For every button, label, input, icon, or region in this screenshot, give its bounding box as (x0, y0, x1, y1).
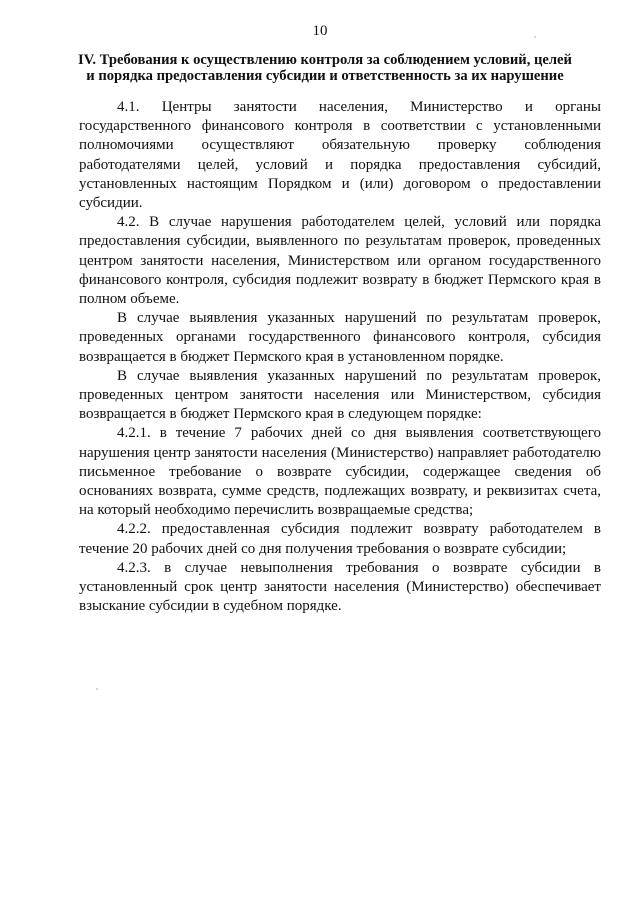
paragraph-center-ministry-return: В случае выявления указанных нарушений по результатам проверок, проведенных центром занятости населения или Министерством, субсидия возвращается в бюджет Пермского края в следующем порядке: (79, 367, 601, 423)
section-heading: IV. Требования к осуществлению контроля за соблюдением условий, целей и порядка предоставления субсидии и ответственность за их нарушение (78, 52, 572, 84)
paragraph-4-2-3: 4.2.3. в случае невыполнения требования о возврате субсидии в установленный срок центр занятости населения (Министерство) обеспечивает взыскание субсидии в судебном порядке. (79, 559, 601, 615)
paragraph-4-2-2: 4.2.2. предоставленная субсидия подлежит возврату работодателем в течение 20 рабочих дней со дня получения требования о возврате субсидии; (79, 521, 601, 557)
scan-speck (534, 36, 536, 38)
paragraph-4-2: 4.2. В случае нарушения работодателем целей, условий или порядка предоставления субсидии, выявленного по результатам проверок, проведенных центром занятости населения, Министерством или органом государственного финансового контроля, субсидия подлежит возврату в бюджет Пермского края в полном объеме. (79, 214, 601, 308)
paragraph-4-2-1: 4.2.1. в течение 7 рабочих дней со дня выявления соответствующего нарушения центр занятости населения (Министерство) направляет работодателю письменное требование о возврате субсидии, содержащее сведения об основаниях возврата, сумме средств, подлежащих возврату, и реквизитах счета, на который необходимо перечислить возвращаемые средства; (79, 425, 601, 519)
section-body (79, 98, 601, 616)
page-number: 10 (312, 23, 328, 39)
paragraph-4-1: 4.1. Центры занятости населения, Министерство и органы государственного финансового контроля в соответствии с установленными полномочиями осуществляют обязательную проверку соблюдения работодателями целей, условий и порядка предоставления субсидий, установленных настоящим Порядком и (или) договором о предоставлении субсидии. (79, 99, 601, 212)
paragraph-state-control-return: В случае выявления указанных нарушений по результатам проверок, проведенных органами государственного финансового контроля, субсидия возвращается в бюджет Пермского края в установленном порядке. (79, 310, 601, 365)
scan-speck (96, 688, 98, 690)
